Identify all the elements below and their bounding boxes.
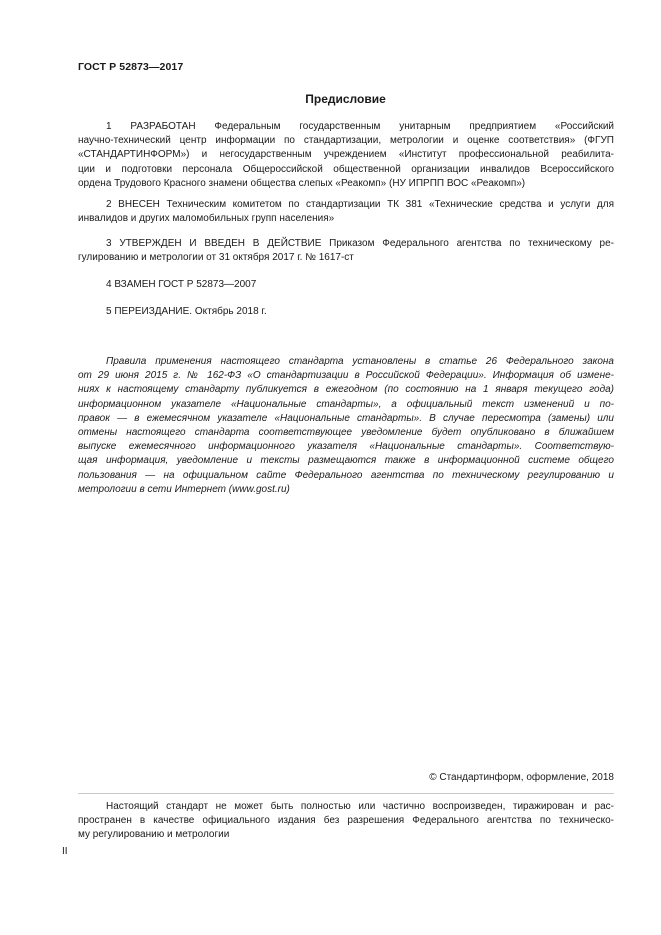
text-line: инвалидов и других маломобильных групп населения» [78,213,335,225]
text-line: Настоящий стандарт не может быть полностью или частично воспроизведен, тиражирован и рас- [106,801,614,812]
reproduction-notice [78,800,614,843]
text-line: выпуске ежемесячного информационного указателя «Национальные стандарты». Соответствую- [78,441,614,453]
text-line: пользования — на официальном сайте Федерального агентства по техническому регулированию и [78,469,614,481]
text-line: ниях к настоящему стандарту публикуется в ежегодном (по состоянию на 1 января текущего года) [78,384,614,396]
text-line: отмены настоящего стандарта соответствующее уведомление будет опубликовано в ближайшем [78,427,614,439]
copyright-notice: © Стандартинформ, оформление, 2018 [429,772,614,783]
foreword-item-5 [78,305,614,319]
foreword-item-4 [78,278,614,292]
text-line: Правила применения настоящего стандарта установлены в статье 26 Федерального закона [106,356,614,367]
text-line: 5 ПЕРЕИЗДАНИЕ. Октябрь 2018 г. [106,306,267,317]
foreword-item-3 [78,237,614,265]
text-line: 1 РАЗРАБОТАН Федеральным государственным унитарным предприятием «Российский [106,121,614,132]
text-line: метрологии в сети Интернет (www.gost.ru) [78,483,290,495]
text-line: щая информация, уведомление и тексты размещаются также в информационной системе общего [78,455,614,467]
text-line: гулированию и метрологии от 31 октября 2017 г. № 1617-ст [78,252,354,264]
text-line: 4 ВЗАМЕН ГОСТ Р 52873—2007 [106,279,257,290]
page-title: Предисловие [305,92,386,106]
standard-id: ГОСТ Р 52873—2017 [78,61,184,73]
text-line: му регулированию и метрологии [78,829,230,841]
foreword-item-1 [78,120,614,191]
text-line: «СТАНДАРТИНФОРМ») и негосударственным учреждением «Институт профессиональной реабилита- [78,149,614,161]
text-line: правок — в ежемесячном указателе «Национальные стандарты». В случае пересмотра (замены) или [78,412,614,424]
application-rules-note [78,355,614,497]
page-number: II [62,846,68,857]
text-line: информационном указателе «Национальные стандарты», а официальный текст изменений и по- [78,398,614,410]
foreword-item-2 [78,198,614,226]
text-line: научно-технический центр информации по стандартизации, метрологии и оценке соответствия» (ФГУП [78,135,614,147]
text-line: пространен в качестве официального издания без разрешения Федерального агентства по техническо- [78,815,614,827]
text-line: 3 УТВЕРЖДЕН И ВВЕДЕН В ДЕЙСТВИЕ Приказом Федерального агентства по техническому ре- [106,238,614,249]
text-line: ордена Трудового Красного знамени общества слепых «Реакомп» (НУ ИПРПП ВОС «Реакомп») [78,177,526,189]
text-line: 2 ВНЕСЕН Техническим комитетом по стандартизации ТК 381 «Технические средства и услуги для [106,199,614,210]
text-line: от 29 июня 2015 г. № 162-ФЗ «О стандартизации в Российской Федерации». Информация об измене- [78,370,614,382]
text-line: ции и подготовки персонала Общероссийской общественной организации инвалидов Всероссийского [78,163,614,175]
divider [78,793,614,794]
